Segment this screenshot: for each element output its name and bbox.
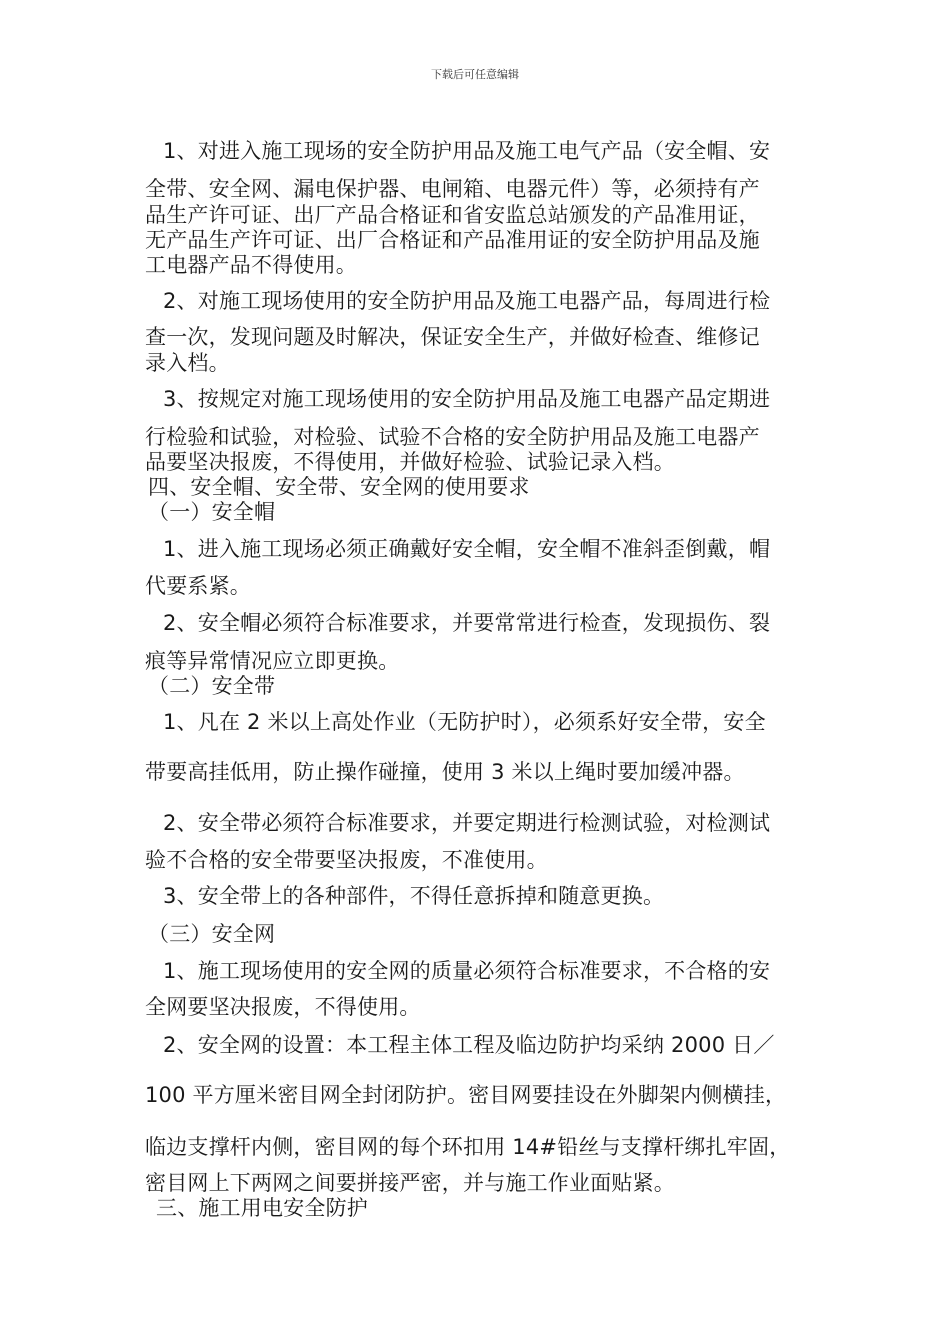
paragraph-line: 品生产许可证、出厂产品合格证和省安监总站颁发的产品准用证， <box>145 203 760 227</box>
section-heading: 四、安全帽、安全带、安全网的使用要求 <box>148 475 530 499</box>
paragraph-line: 3、按规定对施工现场使用的安全防护用品及施工电器产品定期进 <box>163 387 771 411</box>
paragraph-line: 全网要坚决报废，不得使用。 <box>145 995 421 1019</box>
paragraph-line: 1、凡在 2 米以上高处作业（无防护时），必须系好安全带，安全 <box>163 710 766 734</box>
subsection-heading: （一）安全帽 <box>148 500 276 524</box>
subsection-heading: （二）安全带 <box>148 674 276 698</box>
paragraph-line: 100 平方厘米密目网全封闭防护。密目网要挂设在外脚架内侧横挂， <box>145 1083 787 1107</box>
paragraph-line: 品要坚决报废，不得使用，并做好检验、试验记录入档。 <box>145 450 675 474</box>
paragraph-line: 工电器产品不得使用。 <box>145 253 357 277</box>
paragraph-line: 3、安全带上的各种部件，不得任意拆掉和随意更换。 <box>163 884 665 908</box>
paragraph-line: 痕等异常情况应立即更换。 <box>145 649 400 673</box>
paragraph-line: 验不合格的安全带要坚决报废，不准使用。 <box>145 848 548 872</box>
paragraph-line: 1、施工现场使用的安全网的质量必须符合标准要求，不合格的安 <box>163 959 771 983</box>
section-heading: 三、施工用电安全防护 <box>156 1196 368 1220</box>
paragraph-line: 2、对施工现场使用的安全防护用品及施工电器产品，每周进行检 <box>163 289 771 313</box>
paragraph-line: 2、安全带必须符合标准要求，并要定期进行检测试验，对检测试 <box>163 811 771 835</box>
paragraph-line: 1、进入施工现场必须正确戴好安全帽，安全帽不准斜歪倒戴，帽 <box>163 537 771 561</box>
paragraph-line: 2、安全网的设置：本工程主体工程及临边防护均采纳 2000 日／ <box>163 1033 775 1057</box>
paragraph-line: 带要高挂低用，防止操作碰撞，使用 3 米以上绳时要加缓冲器。 <box>145 760 745 784</box>
paragraph-line: 录入档。 <box>145 351 230 375</box>
paragraph-line: 2、安全帽必须符合标准要求，并要常常进行检查，发现损伤、裂 <box>163 611 771 635</box>
subsection-heading: （三）安全网 <box>148 922 276 946</box>
paragraph-line: 查一次，发现问题及时解决，保证安全生产，并做好检查、维修记 <box>145 325 760 349</box>
page-header-note: 下载后可任意编辑 <box>431 68 519 81</box>
paragraph-line: 全带、安全网、漏电保护器、电闸箱、电器元件）等，必须持有产 <box>145 177 760 201</box>
paragraph-line: 1、对进入施工现场的安全防护用品及施工电气产品（安全帽、安 <box>163 139 771 163</box>
paragraph-line: 行检验和试验，对检验、试验不合格的安全防护用品及施工电器产 <box>145 425 760 449</box>
paragraph-line: 临边支撑杆内侧，密目网的每个环扣用 14#铅丝与支撑杆绑扎牢固， <box>145 1135 791 1159</box>
paragraph-line: 密目网上下两网之间要拼接严密，并与施工作业面贴紧。 <box>145 1171 675 1195</box>
paragraph-line: 无产品生产许可证、出厂合格证和产品准用证的安全防护用品及施 <box>145 228 760 252</box>
paragraph-line: 代要系紧。 <box>145 574 251 598</box>
